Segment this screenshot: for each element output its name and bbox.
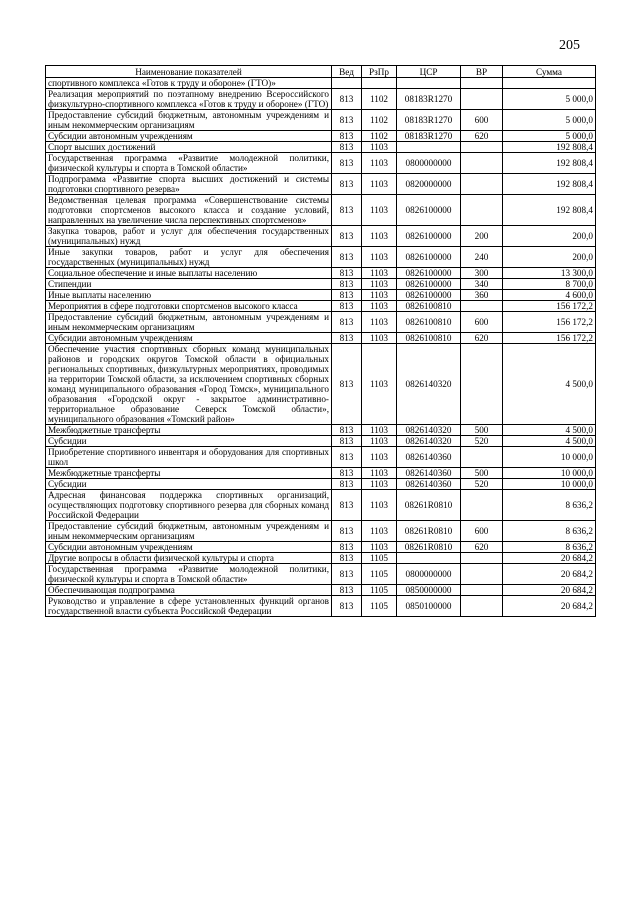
header-vr: ВР (461, 66, 503, 78)
cell-ved: 813 (332, 425, 362, 436)
cell-name: Руководство и управление в сфере установленных функций органов государственной власти субъекта Российской Федерации (46, 596, 332, 617)
cell-sum: 4 600,0 (503, 290, 596, 301)
cell-vr: 620 (461, 333, 503, 344)
cell-csr: 0826100000 (397, 290, 461, 301)
table-row (46, 247, 596, 268)
cell-rzpr: 1105 (362, 564, 397, 585)
cell-vr (461, 174, 503, 195)
cell-rzpr: 1103 (362, 268, 397, 279)
cell-vr (461, 585, 503, 596)
table-row (46, 490, 596, 521)
cell-name: Обеспечение участия спортивных сборных команд муниципальных районов и городских округов Томской области в официальных региональных спортивных, физкультурных мероприятиях, проводимых на территории Томской области, за исключением спортивных сборных команд муниципального образования «Город Томск», муниципального образования «Городской округ - закрытое административно-территориальное образование Северск Томской области», муниципального образования «Томский район» (46, 344, 332, 425)
cell-name: Субсидии (46, 479, 332, 490)
cell-vr (461, 564, 503, 585)
cell-csr: 0826100000 (397, 279, 461, 290)
table-row (46, 301, 596, 312)
header-sum: Сумма (503, 66, 596, 78)
cell-rzpr: 1102 (362, 89, 397, 110)
cell-name: Предоставление субсидий бюджетным, автономным учреждениям и иным некоммерческим организациям (46, 312, 332, 333)
table-row (46, 585, 596, 596)
cell-csr: 08261R0810 (397, 542, 461, 553)
cell-rzpr: 1103 (362, 142, 397, 153)
cell-ved: 813 (332, 596, 362, 617)
budget-table (45, 65, 596, 617)
cell-ved: 813 (332, 447, 362, 468)
cell-sum: 20 684,2 (503, 596, 596, 617)
cell-rzpr: 1105 (362, 553, 397, 564)
cell-vr: 200 (461, 226, 503, 247)
cell-rzpr: 1103 (362, 521, 397, 542)
cell-name: Спорт высших достижений (46, 142, 332, 153)
table-row (46, 268, 596, 279)
cell-rzpr: 1103 (362, 479, 397, 490)
cell-name: Иные выплаты населению (46, 290, 332, 301)
cell-ved: 813 (332, 564, 362, 585)
cell-csr: 0826100000 (397, 226, 461, 247)
cell-sum: 8 636,2 (503, 542, 596, 553)
cell-name: Предоставление субсидий бюджетным, автономным учреждениям и иным некоммерческим организациям (46, 521, 332, 542)
cell-csr: 0800000000 (397, 153, 461, 174)
cell-sum: 156 172,2 (503, 312, 596, 333)
table-row (46, 468, 596, 479)
table-row (46, 89, 596, 110)
cell-rzpr: 1103 (362, 279, 397, 290)
cell-vr (461, 89, 503, 110)
cell-csr: 0850000000 (397, 585, 461, 596)
table-row (46, 521, 596, 542)
cell-sum: 192 808,4 (503, 153, 596, 174)
cell-rzpr: 1103 (362, 301, 397, 312)
cell-ved: 813 (332, 226, 362, 247)
cell-sum: 4 500,0 (503, 436, 596, 447)
cell-ved: 813 (332, 542, 362, 553)
cell-name: Предоставление субсидий бюджетным, автономным учреждениям и иным некоммерческим организациям (46, 110, 332, 131)
table-row (46, 447, 596, 468)
cell-vr: 340 (461, 279, 503, 290)
cell-csr (397, 78, 461, 89)
cell-sum: 192 808,4 (503, 142, 596, 153)
cell-name: Адресная финансовая поддержка спортивных организаций, осуществляющих подготовку спортивного резерва для сборных команд Российской Федерации (46, 490, 332, 521)
cell-sum: 192 808,4 (503, 195, 596, 226)
cell-name: Социальное обеспечение и иные выплаты населению (46, 268, 332, 279)
cell-csr: 08183R1270 (397, 110, 461, 131)
cell-vr (461, 596, 503, 617)
cell-csr: 0826140360 (397, 479, 461, 490)
cell-vr: 600 (461, 312, 503, 333)
cell-sum: 8 636,2 (503, 521, 596, 542)
cell-name: Субсидии автономным учреждениям (46, 131, 332, 142)
cell-csr: 08261R0810 (397, 521, 461, 542)
cell-sum: 5 000,0 (503, 89, 596, 110)
cell-name: Приобретение спортивного инвентаря и оборудования для спортивных школ (46, 447, 332, 468)
cell-rzpr: 1105 (362, 585, 397, 596)
cell-ved: 813 (332, 195, 362, 226)
header-csr: ЦСР (397, 66, 461, 78)
cell-sum: 5 000,0 (503, 110, 596, 131)
table-row (46, 290, 596, 301)
cell-rzpr: 1105 (362, 596, 397, 617)
cell-ved: 813 (332, 142, 362, 153)
cell-name: Подпрограмма «Развитие спорта высших достижений и системы подготовки спортивного резерва» (46, 174, 332, 195)
cell-name: Иные закупки товаров, работ и услуг для обеспечения государственных (муниципальных) нужд (46, 247, 332, 268)
cell-csr (397, 142, 461, 153)
cell-ved: 813 (332, 174, 362, 195)
cell-sum: 200,0 (503, 247, 596, 268)
cell-ved: 813 (332, 247, 362, 268)
cell-sum: 4 500,0 (503, 425, 596, 436)
cell-csr: 0826100810 (397, 312, 461, 333)
cell-csr: 0826100810 (397, 301, 461, 312)
cell-rzpr: 1103 (362, 447, 397, 468)
cell-csr: 0826140360 (397, 447, 461, 468)
cell-ved: 813 (332, 344, 362, 425)
table-row (46, 153, 596, 174)
cell-rzpr: 1103 (362, 436, 397, 447)
cell-rzpr: 1103 (362, 425, 397, 436)
cell-vr: 520 (461, 479, 503, 490)
cell-name: Другие вопросы в области физической культуры и спорта (46, 553, 332, 564)
table-header-row (46, 66, 596, 78)
cell-ved: 813 (332, 490, 362, 521)
table-row (46, 78, 596, 89)
table-row (46, 110, 596, 131)
cell-rzpr: 1103 (362, 290, 397, 301)
cell-vr: 600 (461, 521, 503, 542)
cell-csr: 0826140320 (397, 425, 461, 436)
table-row (46, 425, 596, 436)
cell-name: Межбюджетные трансферты (46, 425, 332, 436)
cell-rzpr (362, 78, 397, 89)
cell-sum: 200,0 (503, 226, 596, 247)
cell-sum: 156 172,2 (503, 301, 596, 312)
header-name: Наименование показателей (46, 66, 332, 78)
cell-ved: 813 (332, 110, 362, 131)
cell-sum: 13 300,0 (503, 268, 596, 279)
cell-name: Обеспечивающая подпрограмма (46, 585, 332, 596)
table-row (46, 596, 596, 617)
cell-sum: 4 500,0 (503, 344, 596, 425)
cell-csr: 08183R1270 (397, 89, 461, 110)
cell-ved: 813 (332, 521, 362, 542)
header-rzpr: РзПр (362, 66, 397, 78)
cell-csr: 0820000000 (397, 174, 461, 195)
cell-vr: 240 (461, 247, 503, 268)
cell-name: Субсидии (46, 436, 332, 447)
cell-sum: 20 684,2 (503, 585, 596, 596)
table-row (46, 226, 596, 247)
cell-vr: 520 (461, 436, 503, 447)
table-row (46, 195, 596, 226)
cell-vr (461, 142, 503, 153)
cell-rzpr: 1103 (362, 195, 397, 226)
cell-vr: 300 (461, 268, 503, 279)
cell-csr: 08183R1270 (397, 131, 461, 142)
cell-ved: 813 (332, 89, 362, 110)
cell-name: Субсидии автономным учреждениям (46, 333, 332, 344)
cell-sum (503, 78, 596, 89)
cell-sum: 192 808,4 (503, 174, 596, 195)
cell-rzpr: 1103 (362, 312, 397, 333)
cell-ved: 813 (332, 153, 362, 174)
cell-ved: 813 (332, 312, 362, 333)
table-row (46, 553, 596, 564)
cell-csr: 0826100000 (397, 195, 461, 226)
cell-sum: 20 684,2 (503, 564, 596, 585)
cell-vr (461, 195, 503, 226)
cell-name: спортивного комплекса «Готов к труду и обороне» (ГТО)» (46, 78, 332, 89)
cell-vr: 620 (461, 542, 503, 553)
cell-name: Государственная программа «Развитие молодежной политики, физической культуры и спорта в Томской области» (46, 153, 332, 174)
cell-rzpr: 1103 (362, 344, 397, 425)
cell-name: Государственная программа «Развитие молодежной политики, физической культуры и спорта в Томской области» (46, 564, 332, 585)
cell-sum: 156 172,2 (503, 333, 596, 344)
cell-rzpr: 1102 (362, 110, 397, 131)
cell-rzpr: 1103 (362, 542, 397, 553)
table-row (46, 142, 596, 153)
cell-rzpr: 1103 (362, 226, 397, 247)
cell-csr: 0826100810 (397, 333, 461, 344)
cell-vr (461, 447, 503, 468)
cell-ved: 813 (332, 301, 362, 312)
cell-name: Мероприятия в сфере подготовки спортсменов высокого класса (46, 301, 332, 312)
cell-csr: 0826140360 (397, 468, 461, 479)
cell-vr: 500 (461, 468, 503, 479)
cell-vr: 360 (461, 290, 503, 301)
table-row (46, 479, 596, 490)
cell-name: Закупка товаров, работ и услуг для обеспечения государственных (муниципальных) нужд (46, 226, 332, 247)
cell-rzpr: 1103 (362, 468, 397, 479)
cell-csr: 0826140320 (397, 436, 461, 447)
cell-ved: 813 (332, 279, 362, 290)
cell-csr: 0826100000 (397, 247, 461, 268)
table-row (46, 564, 596, 585)
cell-csr: 08261R0810 (397, 490, 461, 521)
cell-ved: 813 (332, 290, 362, 301)
cell-ved: 813 (332, 333, 362, 344)
cell-rzpr: 1103 (362, 333, 397, 344)
cell-csr: 0826140320 (397, 344, 461, 425)
cell-sum: 20 684,2 (503, 553, 596, 564)
cell-name: Ведомственная целевая программа «Совершенствование системы подготовки спортсменов высокого класса и создание условий, направленных на увеличение числа перспективных спортсменов» (46, 195, 332, 226)
cell-vr: 500 (461, 425, 503, 436)
cell-ved: 813 (332, 479, 362, 490)
table-row (46, 436, 596, 447)
cell-sum: 8 700,0 (503, 279, 596, 290)
cell-vr (461, 78, 503, 89)
cell-vr (461, 153, 503, 174)
cell-csr: 0850100000 (397, 596, 461, 617)
cell-vr: 620 (461, 131, 503, 142)
cell-csr (397, 553, 461, 564)
cell-rzpr: 1103 (362, 174, 397, 195)
cell-vr (461, 553, 503, 564)
cell-ved: 813 (332, 436, 362, 447)
cell-sum: 10 000,0 (503, 479, 596, 490)
cell-ved: 813 (332, 268, 362, 279)
table-row (46, 333, 596, 344)
cell-ved: 813 (332, 131, 362, 142)
table-row (46, 131, 596, 142)
cell-csr: 0826100000 (397, 268, 461, 279)
cell-vr (461, 490, 503, 521)
cell-vr (461, 344, 503, 425)
table-row (46, 312, 596, 333)
page-number: 205 (559, 38, 580, 53)
cell-vr (461, 301, 503, 312)
cell-ved: 813 (332, 553, 362, 564)
cell-ved: 813 (332, 585, 362, 596)
cell-rzpr: 1102 (362, 131, 397, 142)
cell-sum: 10 000,0 (503, 468, 596, 479)
table-row (46, 279, 596, 290)
cell-sum: 10 000,0 (503, 447, 596, 468)
cell-ved: 813 (332, 468, 362, 479)
cell-name: Стипендии (46, 279, 332, 290)
cell-name: Межбюджетные трансферты (46, 468, 332, 479)
table-row (46, 344, 596, 425)
cell-sum: 5 000,0 (503, 131, 596, 142)
cell-name: Реализация мероприятий по поэтапному внедрению Всероссийского физкультурно-спортивного комплекса «Готов к труду и обороне» (ГТО) (46, 89, 332, 110)
table-row (46, 542, 596, 553)
cell-csr: 0800000000 (397, 564, 461, 585)
cell-rzpr: 1103 (362, 247, 397, 268)
table-body (46, 78, 596, 617)
cell-vr: 600 (461, 110, 503, 131)
cell-rzpr: 1103 (362, 490, 397, 521)
cell-ved (332, 78, 362, 89)
cell-rzpr: 1103 (362, 153, 397, 174)
header-ved: Вед (332, 66, 362, 78)
cell-sum: 8 636,2 (503, 490, 596, 521)
table-row (46, 174, 596, 195)
cell-name: Субсидии автономным учреждениям (46, 542, 332, 553)
